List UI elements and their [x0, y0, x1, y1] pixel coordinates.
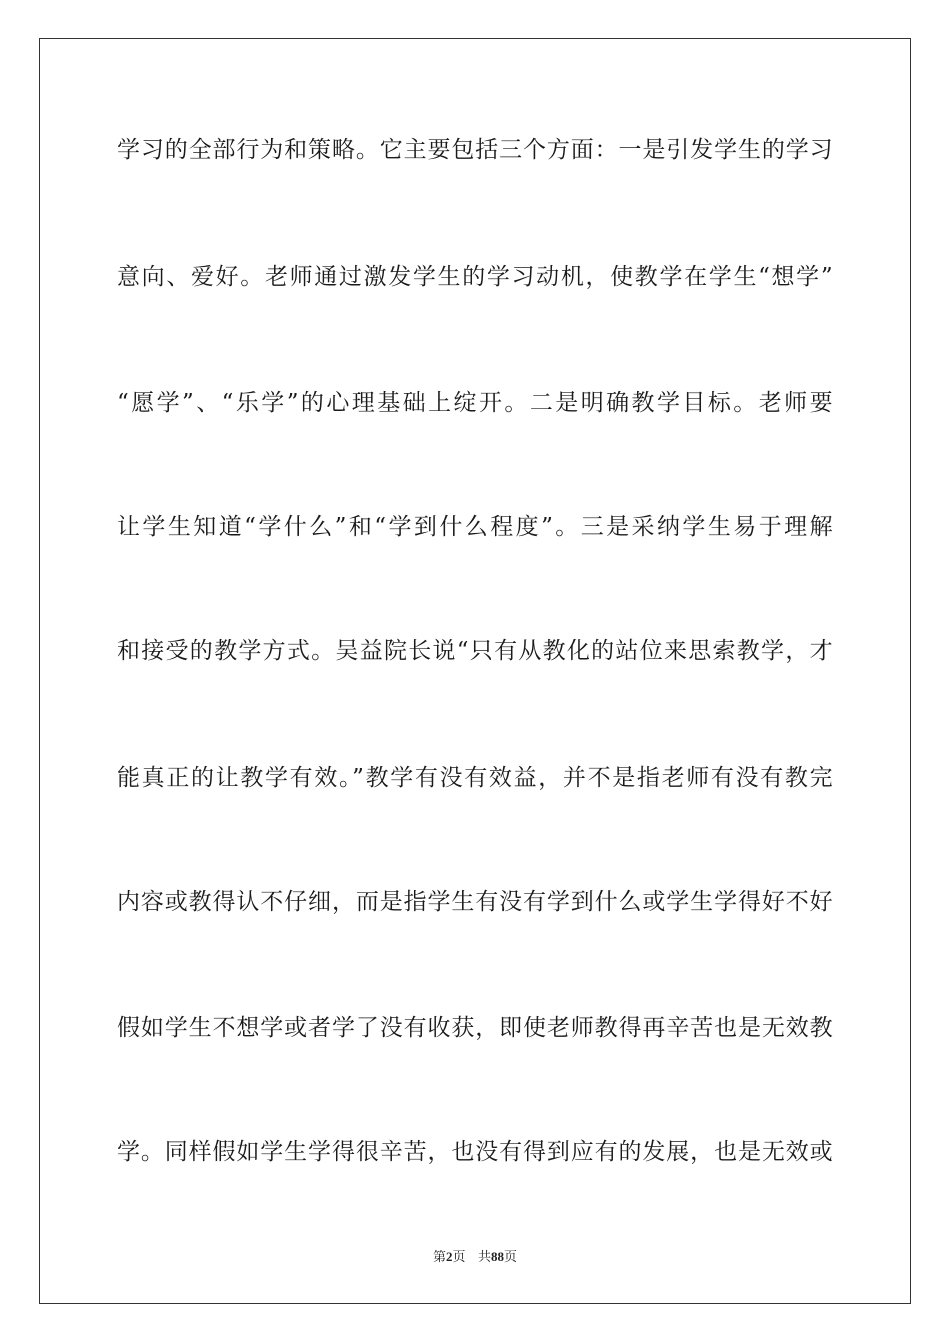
total-pages: 88 [490, 1249, 504, 1264]
page-prefix: 第 [433, 1250, 447, 1265]
total-prefix: 共 [477, 1250, 491, 1265]
body-line-7: 内容或教得认不仔细，而是指学生有没有学到什么或学生学得好不好 [117, 889, 833, 915]
page-number: 2 [446, 1249, 453, 1264]
body-line-1: 学习的全部行为和策略。它主要包括三个方面：一是引发学生的学习 [117, 137, 833, 163]
page-suffix: 页 [452, 1250, 466, 1265]
body-line-2: 意向、爱好。老师通过激发学生的学习动机，使教学在学生“想学” [117, 264, 833, 290]
total-suffix: 页 [503, 1250, 517, 1265]
body-line-9: 学。同样假如学生学得很辛苦，也没有得到应有的发展，也是无效或 [117, 1139, 833, 1165]
body-line-8: 假如学生不想学或者学了没有收获，即使老师教得再辛苦也是无效教 [117, 1015, 833, 1041]
body-line-5: 和接受的教学方式。吴益院长说“只有从教化的站位来思索教学，才 [117, 638, 833, 664]
page-footer [0, 1248, 950, 1267]
body-line-3: “愿学”、“乐学”的心理基础上绽开。二是明确教学目标。老师要 [117, 390, 833, 416]
page-frame [39, 38, 911, 1304]
body-line-6: 能真正的让教学有效。”教学有没有效益，并不是指老师有没有教完 [117, 765, 833, 791]
body-line-4: 让学生知道“学什么”和“学到什么程度”。三是采纳学生易于理解 [117, 514, 833, 540]
